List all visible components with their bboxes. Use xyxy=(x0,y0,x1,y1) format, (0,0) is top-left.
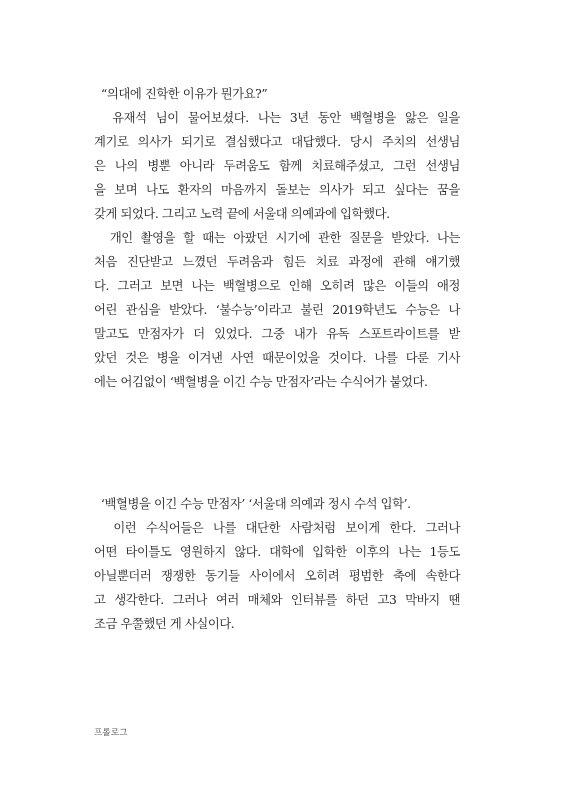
body-line: “의대에 진학한 이유가 뭔가요?” xyxy=(94,87,268,101)
running-footer: 프롤로그 xyxy=(94,728,128,738)
body-line: 조금 우쭐했던 게 사실이다. xyxy=(94,617,235,631)
paragraph-block-2 xyxy=(94,492,460,636)
body-line: 말고도 만점자가 더 있었다. 그중 내가 유독 스포트라이트를 받 xyxy=(94,327,460,341)
body-line: 았던 것은 병을 이겨낸 사연 때문이었을 것이다. 나를 다룬 기사 xyxy=(94,351,460,365)
body-line: 을 보며 나도 환자의 마음까지 돌보는 의사가 되고 싶다는 꿈을 xyxy=(94,183,460,197)
body-line: 어떤 타이틀도 영원하지 않다. 대학에 입학한 이후의 나는 1등도 xyxy=(94,545,460,559)
body-line: 계기로 의사가 되기로 결심했다고 대답했다. 당시 주치의 선생님 xyxy=(94,135,460,149)
body-line: ‘백혈병을 이긴 수능 만점자’ ‘서울대 의예과 정시 수석 입학’. xyxy=(94,497,411,511)
body-line: 유재석 님이 물어보셨다. 나는 3년 동안 백혈병을 앓은 일을 xyxy=(94,111,460,125)
body-line: 어린 관심을 받았다. ‘불수능’이라고 불린 2019학년도 수능은 나 xyxy=(94,303,460,317)
body-line: 갖게 되었다. 그리고 노력 끝에 서울대 의예과에 입학했다. xyxy=(94,207,390,221)
body-line: 아닐뿐더러 쟁쟁한 동기들 사이에서 오히려 평범한 축에 속한다 xyxy=(94,569,460,583)
body-line: 개인 촬영을 할 때는 아팠던 시기에 관한 질문을 받았다. 나는 xyxy=(94,231,460,245)
body-line: 처음 진단받고 느꼈던 두려움과 힘든 치료 과정에 관해 얘기했 xyxy=(94,255,460,269)
body-line: 은 나의 병뿐 아니라 두려움도 함께 치료해주셨고, 그런 선생님 xyxy=(94,159,460,173)
body-line: 고 생각한다. 그러나 여러 매체와 인터뷰를 하던 고3 막바지 땐 xyxy=(94,593,460,607)
body-line: 에는 어김없이 ‘백혈병을 이긴 수능 만점자’라는 수식어가 붙었다. xyxy=(94,375,428,389)
body-line: 다. 그러고 보면 나는 백혈병으로 인해 오히려 많은 이들의 애정 xyxy=(94,279,460,293)
paragraph-block-1 xyxy=(94,82,460,394)
body-line: 이런 수식어들은 나를 대단한 사람처럼 보이게 한다. 그러나 xyxy=(94,521,460,535)
